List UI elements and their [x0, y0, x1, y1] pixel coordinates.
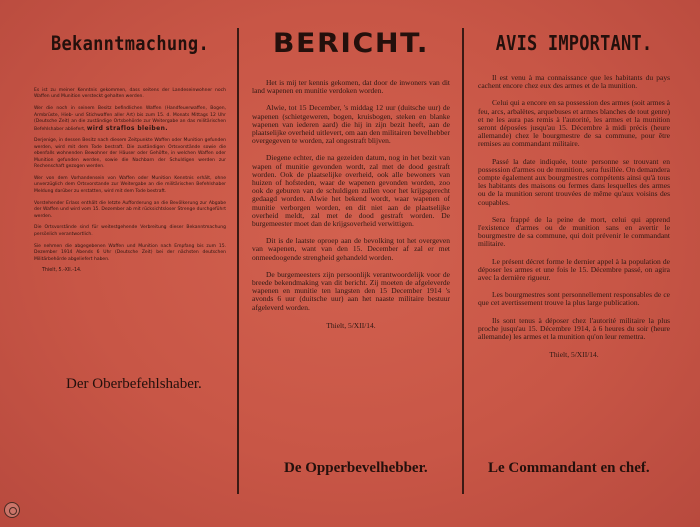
column-divider-right	[462, 28, 464, 494]
french-paragraph-1: Il est venu à ma connaissance que les habitants du pays cachent encore chez eux des armes et de la munition.	[478, 73, 670, 91]
german-paragraph-5: Vorstehender Erlass enthält die letzte Aufforderung an die Bevölkerung zur Abgabe der Waffen und wird vom 15. Dezember ab mit rücksichtsloser Strenge durchgeführt werden.	[34, 200, 226, 219]
french-paragraph-5: Le présent décret forme le dernier appel à la population de déposer les armes et une fois le 15. Décembre passé, on agira avec la dernière rigueur.	[478, 256, 670, 283]
french-heading: AVIS IMPORTANT.	[495, 32, 653, 56]
german-paragraph-4: Wer von dem Vorhandensein von Waffen oder Munition Kenntnis erhält, ohne unverzüglich dem Ortsvorstande zur Weitergabe an die militärischen Befehlshaber Meldung darüber zu erstatten, wird mit dem Tode bestraft.	[34, 175, 226, 194]
dutch-paragraph-5: De burgemeesters zijn persoonlijk verantwoordelijk voor de breede bekendmaking van dit bericht. Zij moeten de afgeleverde wapenen en munitie ten langsten den 15 December 1914 's avonds 6 uur (duitsche uur) aan het naaste militaire bestuur afgeleverd worden.	[252, 269, 450, 312]
german-body	[34, 88, 226, 275]
german-paragraph-7: Sie nehmen die abgegebenen Waffen und Munition nach Empfang bis zum 15. Dezember 1914 Abends 6 Uhr (Deutsche Zeit) bei der nächsten deutschen Militärbehörde abgeliefert haben.	[34, 243, 226, 262]
french-paragraph-2: Celui qui a encore en sa possession des armes (soit armes à feu, arcs, arbalètes, arquebuses et armes blanches de tout genre) et ne les aura pas remis à l'autorité, les armes et la munition seront déposées jusqu'au 15. Décembre à midi précis (heure allemande) chez le bourgmestre de sa commune, pour être remises au commandant militaire.	[478, 98, 670, 149]
german-paragraph-1: Es ist zu meiner Kenntnis gekommen, dass seitens der Landeseinwohner noch Waffen und Munition versteckt gehalten werden.	[34, 88, 226, 100]
column-divider-left	[237, 28, 239, 494]
french-column	[474, 26, 674, 516]
dutch-paragraph-3: Diegene echter, die na gezeiden datum, nog in het bezit van wapen of munitie gevonden wordt, zal met de dood gestraft worden. Ook de plaatselijke overheid, ook alle bewoners van huizen of hofsteden, waar de wapenen gevonden worden, zoo ook de geburen van de schuldigen zullen voor het krijgsgerecht gedaagd worden. Alwie het bekend wordt, waar wapenen of munitie verborgen worden, en dit niet aan de plaatselijke overheid meldt, zal met de dood gestraft worden. De burgemeester moet dan de krijgsoverheid verwittigen.	[252, 153, 450, 229]
french-signature: Le Commandant en chef.	[488, 460, 650, 476]
german-column	[30, 26, 230, 516]
french-date: Thielt, 5/XII/14.	[549, 350, 599, 360]
german-paragraph-3: Derjenige, in dessen Besitz nach diesem Zeitpunkte Waffen oder Munition gefunden werden, wird mit dem Tode bestraft. Die zuständigen Ortsvorstände sowie die ebenfalls wohnenden Bewohner der Häuser oder Gehöfte, in welchen Waffen oder Munition gefunden werden, sowie die Nachbarn der Schuldigen werden zur Rechenschaft gezogen werden.	[34, 138, 226, 170]
dutch-paragraph-4: Dit is de laatste oproep aan de bevolking tot het overgeven van wapenen, want van den 15. December af zal er met onmeedoogende strengheid gehandeld worden.	[252, 236, 450, 262]
dutch-paragraph-2: Alwie, tot 15 December, 's middag 12 uur (duitsche uur) de wapenen (schietgeweren, bogen, kruisbogen, steken en blanke wapenen van iederen aard) die hij in zijn bezit heeft, aan de plaatselijke overheid uitlevert, om aan den militairen bevelhebber overgegeven te worden, zal ongestraft blijven.	[252, 103, 450, 146]
french-body	[478, 74, 670, 359]
german-date: Thielt, 5.-XII.-14.	[42, 268, 82, 274]
german-heading: Bekanntmachung.	[50, 32, 210, 56]
dutch-column	[248, 26, 454, 516]
dutch-heading: BERICHT.	[272, 28, 430, 59]
dutch-body	[252, 79, 450, 330]
french-paragraph-4: Sera frappé de la peine de mort, celui qui apprend l'existence d'armes ou de munition sans en avertir le bourgmestre de sa commune, qui doit prévenir le commandant militaire.	[478, 214, 670, 249]
french-paragraph-7: Ils sont tenus à déposer chez l'autorité militaire la plus proche jusqu'au 15. Décembre 1914, à 6 heures du soir (heure allemande) les armes et la munition qu'on leur remettra.	[478, 315, 670, 342]
dutch-signature: De Opperbevelhebber.	[284, 460, 428, 476]
french-paragraph-3: Passé la date indiquée, toute personne se trouvant en possession d'armes ou de munition, sera fusillée. On demandera compte également aux bourgmestres compétents ainsi qu'à tous les habitants des maisons ou fermes dans lesquelles des armes ou de la munition seront trouvées de même qu'aux voisins des coupables.	[478, 156, 670, 207]
german-paragraph-6: Die Ortsvorstände sind für weitestgehende Verbreitung dieser Bekanntmachung persönlich verantwortlich.	[34, 225, 226, 237]
german-emphasis: wird straflos bleiben.	[86, 124, 168, 132]
german-paragraph-2: Wer die noch in seinem Besitz befindlichen Waffen (Handfeuerwaffen, Bogen, Armbrüste, Hieb- und Stichwaffen aller Art) bis zum 15. d. Monats Mittags 12 Uhr (Deutsche Zeit) an die zuständige Ortsbehörde zur Weitergabe an das militärischen Befehlshaber abliefert, wird straflos bleiben.	[34, 106, 226, 132]
dutch-paragraph-1: Het is mij ter kennis gekomen, dat door de inwoners van dit land wapenen en munitie verdoken worden.	[252, 78, 450, 96]
archive-stamp-icon	[4, 502, 20, 518]
french-paragraph-6: Les bourgmestres sont personnellement responsables de ce que cet avertissement trouve la plus large publication.	[478, 290, 670, 308]
german-signature: Der Oberbefehlshaber.	[66, 376, 202, 392]
dutch-date: Thielt, 5/XII/14.	[326, 320, 376, 330]
